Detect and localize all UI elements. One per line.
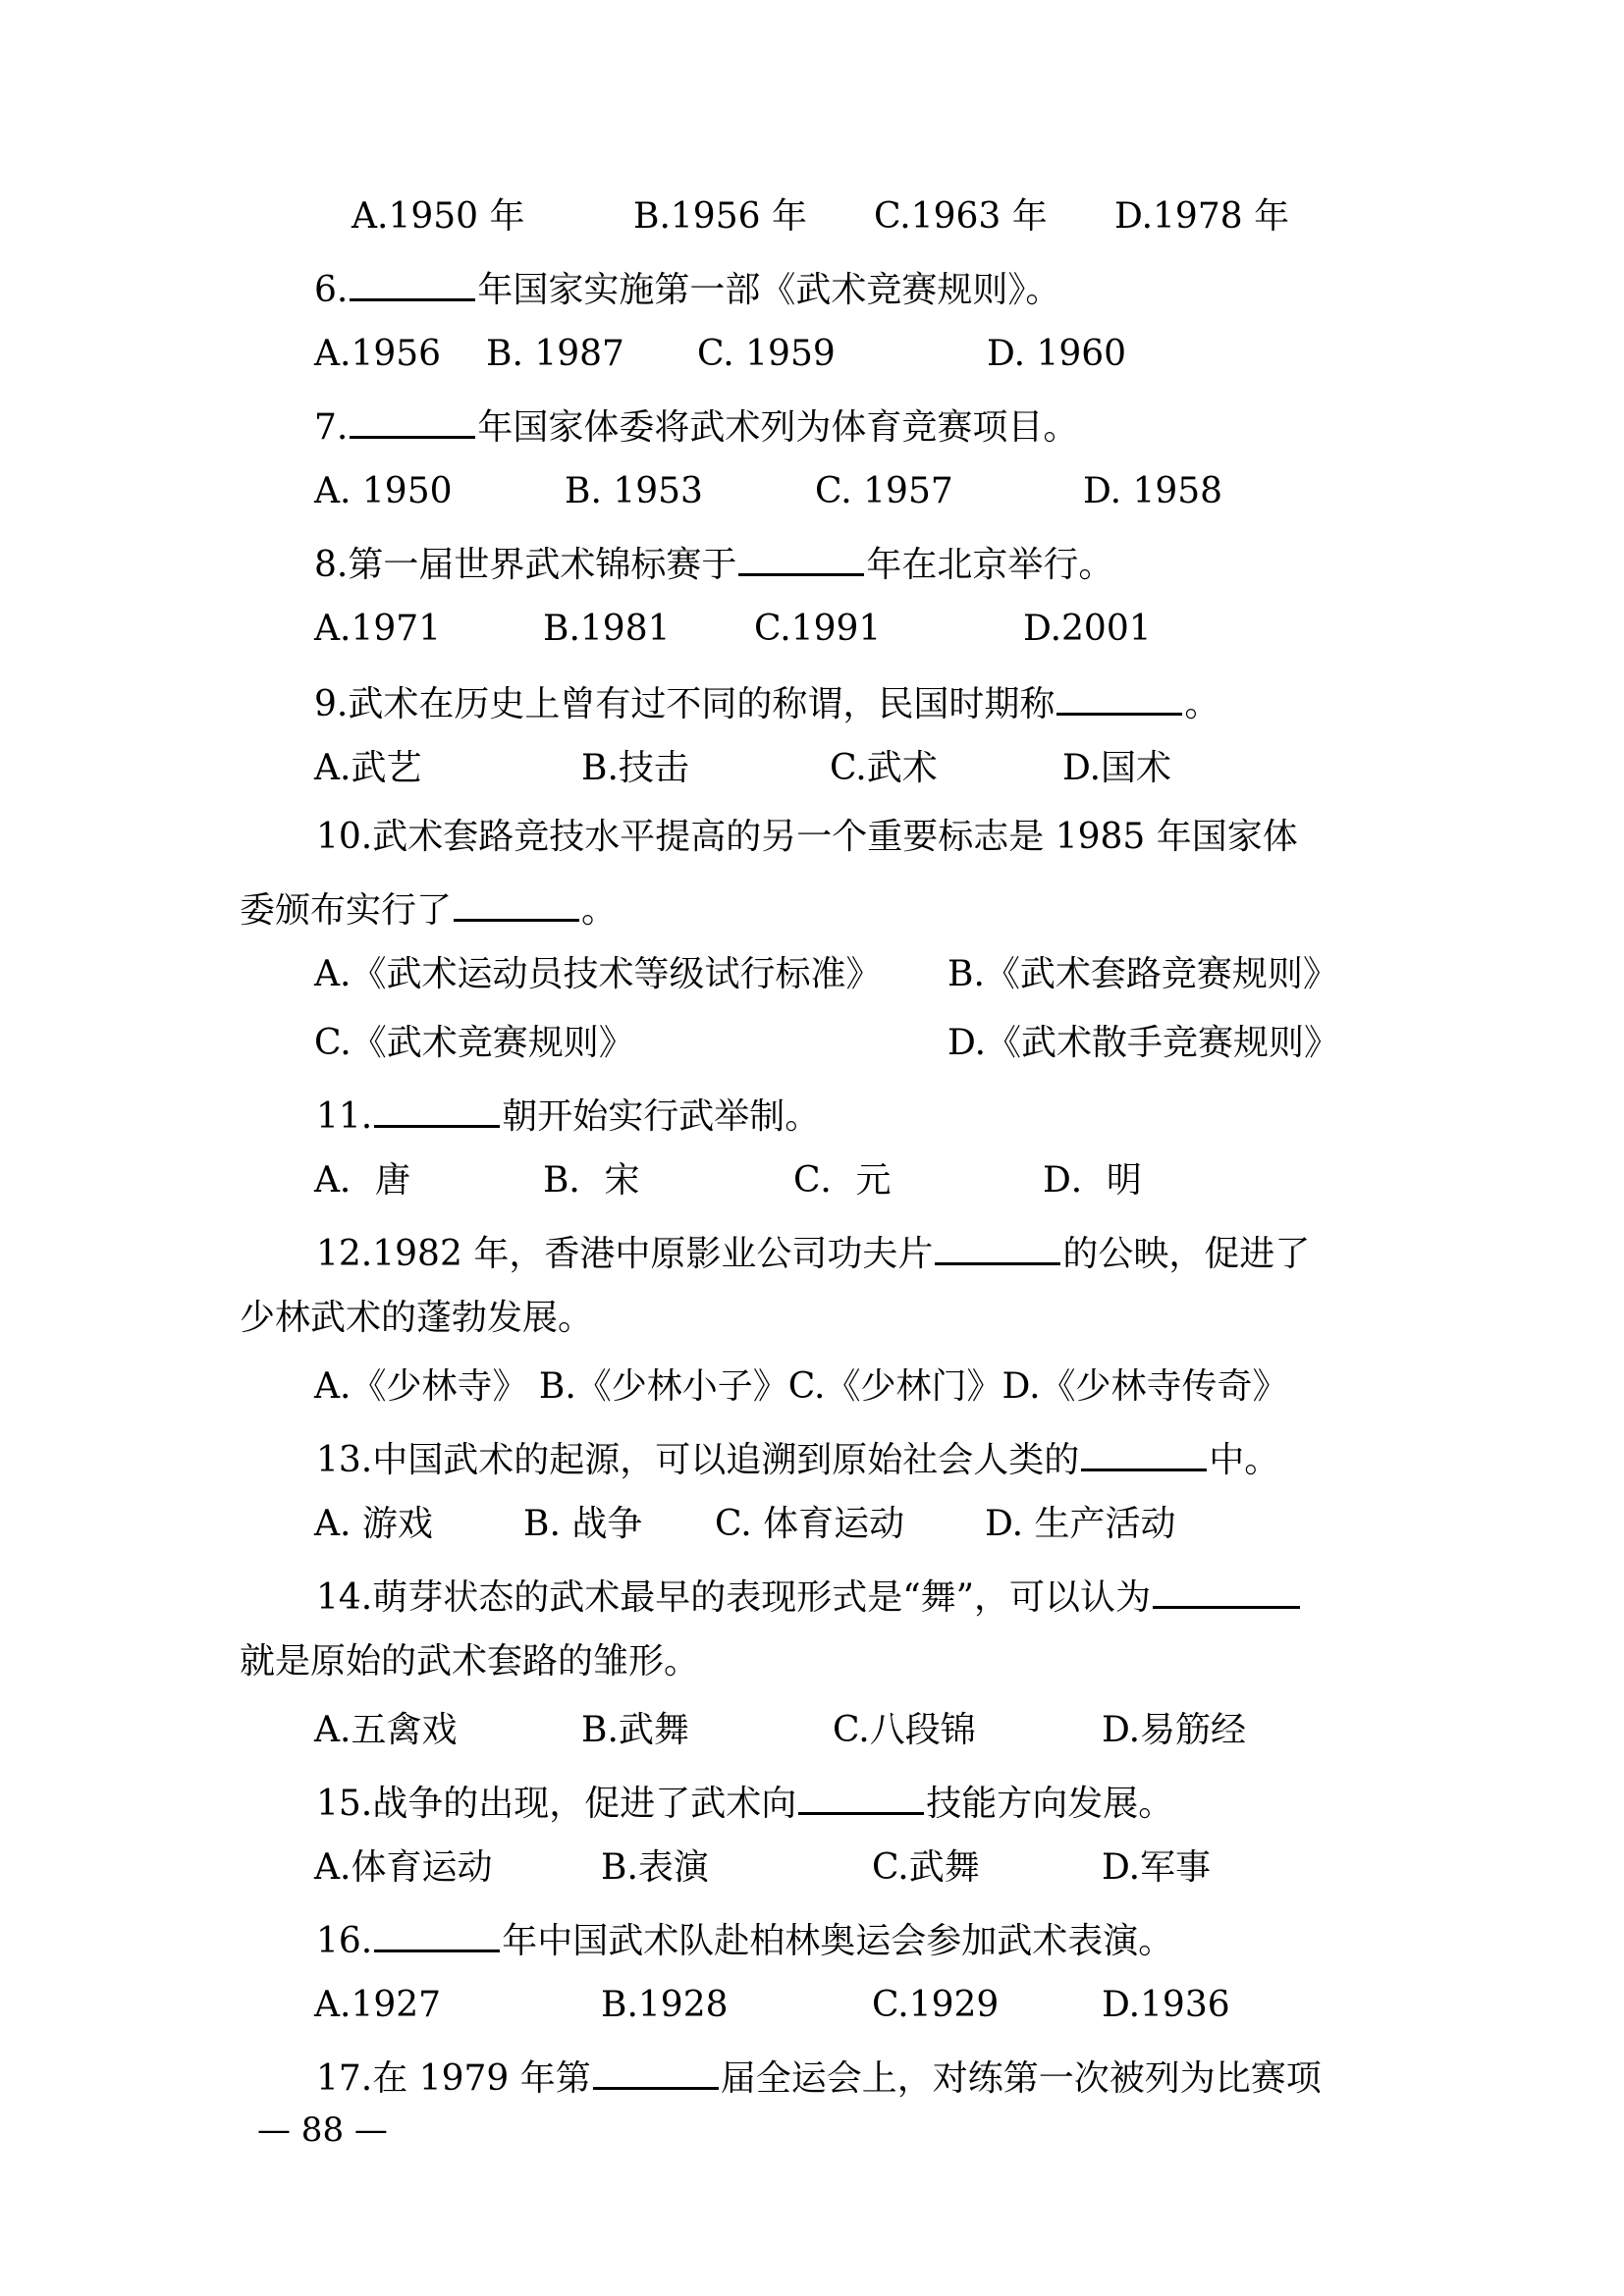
- question-15: [316, 1777, 1173, 1827]
- option-c: C.八段锦: [833, 1710, 976, 1750]
- answer-blank: [374, 1914, 500, 1952]
- question-13: [316, 1433, 1279, 1483]
- question-text: 13.中国武术的起源，可以追溯到原始社会人类的: [316, 1440, 1080, 1480]
- answer-blank: [374, 1090, 500, 1128]
- question-text: 。: [581, 890, 618, 931]
- question-10-line-2: [240, 883, 617, 934]
- option-a: A.五禽戏: [314, 1710, 458, 1750]
- option-b: B. 1987: [486, 334, 624, 374]
- question-text: 15.战争的出现，促进了武术向: [316, 1784, 797, 1824]
- question-text: 11.: [316, 1096, 373, 1137]
- option-c: C.1963 年: [874, 196, 1048, 237]
- question-text: 16.: [316, 1921, 373, 1961]
- option-a: A.1950 年: [352, 196, 525, 237]
- answer-blank: [454, 883, 579, 922]
- option-c: C. 1959: [697, 334, 836, 374]
- answer-blank: [350, 400, 475, 439]
- option-b: B.表演: [601, 1847, 709, 1888]
- question-16: [316, 1914, 1173, 1964]
- question-10-line-1: 10.武术套路竞技水平提高的另一个重要标志是 1985 年国家体: [316, 817, 1298, 857]
- answer-blank: [1153, 1571, 1300, 1609]
- option-d: D.国术: [1062, 748, 1172, 788]
- option-a: A．唐: [314, 1160, 410, 1201]
- option-a: A.《武术运动员技术等级试行标准》: [314, 954, 882, 994]
- option-a: A.1956: [314, 334, 442, 374]
- option-d: D.2001: [1023, 609, 1152, 649]
- option-b: B.1956 年: [633, 196, 807, 237]
- option-d: D.1978 年: [1114, 196, 1290, 237]
- answer-blank: [798, 1777, 924, 1815]
- option-d: D．明: [1043, 1160, 1142, 1201]
- option-b: B.技击: [581, 748, 689, 788]
- option-d: D.易筋经: [1102, 1710, 1247, 1750]
- option-c: C.武舞: [872, 1847, 980, 1888]
- question-text: 9.武术在历史上曾有过不同的称谓，民国时期称: [314, 684, 1056, 724]
- question-text: 年在北京举行。: [866, 545, 1114, 585]
- question-text: 年国家体委将武术列为体育竞赛项目。: [477, 407, 1079, 448]
- option-c: C.《武术竞赛规则》: [314, 1023, 634, 1063]
- option-a: A. 游戏: [314, 1504, 433, 1544]
- question-8: [314, 538, 1113, 588]
- question-12-line-2: 少林武术的蓬勃发展。: [240, 1298, 594, 1338]
- option-b: B.武舞: [581, 1710, 689, 1750]
- option-d: D.军事: [1102, 1847, 1212, 1888]
- answer-blank: [935, 1227, 1060, 1265]
- question-text: 年中国武术队赴柏林奥运会参加武术表演。: [502, 1921, 1174, 1961]
- question-text: 14.萌芽状态的武术最早的表现形式是“舞”，可以认为: [316, 1577, 1152, 1618]
- option-b: B. 战争: [523, 1504, 643, 1544]
- question-text: 届全运会上，对练第一次被列为比赛项: [720, 2058, 1322, 2099]
- question-text: 委颁布实行了: [240, 890, 453, 931]
- option-b: B．宋: [543, 1160, 640, 1201]
- option-d: D. 生产活动: [985, 1504, 1176, 1544]
- question-6: [314, 263, 1060, 313]
- option-b: B. 1953: [565, 471, 703, 511]
- option-b: B.《武术套路竞赛规则》: [947, 954, 1338, 994]
- option-a: A.武艺: [314, 748, 422, 788]
- question-text: 7.: [314, 407, 349, 448]
- question-text: 的公映，促进了: [1062, 1234, 1311, 1274]
- answer-blank: [1081, 1433, 1207, 1471]
- question-text: 技能方向发展。: [926, 1784, 1174, 1824]
- option-c: C. 体育运动: [715, 1504, 905, 1544]
- option-d: D.《武术散手竞赛规则》: [947, 1023, 1340, 1063]
- answer-blank: [738, 538, 864, 576]
- answer-blank: [350, 263, 475, 301]
- answer-blank: [1056, 677, 1182, 716]
- option-c: C.1929: [872, 1985, 1000, 2025]
- question-text: 年国家实施第一部《武术竞赛规则》。: [477, 270, 1061, 310]
- question-12-line-1: [316, 1227, 1310, 1277]
- question-7: [314, 400, 1078, 451]
- question-14-line-2: 就是原始的武术套路的雏形。: [240, 1641, 700, 1682]
- option-d: D. 1958: [1083, 471, 1223, 511]
- question-11: [316, 1090, 820, 1140]
- option-c: C．元: [793, 1160, 892, 1201]
- question-text: 8.第一届世界武术锦标赛于: [314, 545, 737, 585]
- option-b: B.1981: [543, 609, 671, 649]
- question-text: 12.1982 年，香港中原影业公司功夫片: [316, 1234, 934, 1274]
- question-text: 17.在 1979 年第: [316, 2058, 591, 2099]
- option-b: B.1928: [601, 1985, 729, 2025]
- option-d: D.1936: [1102, 1985, 1230, 2025]
- option-a: A. 1950: [314, 471, 453, 511]
- question-text: 中。: [1209, 1440, 1280, 1480]
- option-c: C.1991: [754, 609, 882, 649]
- option-a: A.1971: [314, 609, 442, 649]
- question-14-line-1: [316, 1571, 1302, 1621]
- question-17: [316, 2052, 1322, 2102]
- question-text: 。: [1184, 684, 1220, 724]
- page-number: — 88 —: [257, 2110, 388, 2150]
- option-c: C. 1957: [815, 471, 953, 511]
- q12-options: A.《少林寺》 B.《少林小子》C.《少林门》D.《少林寺传奇》: [314, 1366, 1288, 1407]
- option-c: C.武术: [830, 748, 938, 788]
- answer-blank: [593, 2052, 719, 2090]
- option-d: D. 1960: [987, 334, 1127, 374]
- option-a: A.体育运动: [314, 1847, 493, 1888]
- option-a: A.1927: [314, 1985, 442, 2025]
- question-text: 朝开始实行武举制。: [502, 1096, 821, 1137]
- question-text: 6.: [314, 270, 349, 310]
- question-9: [314, 677, 1219, 727]
